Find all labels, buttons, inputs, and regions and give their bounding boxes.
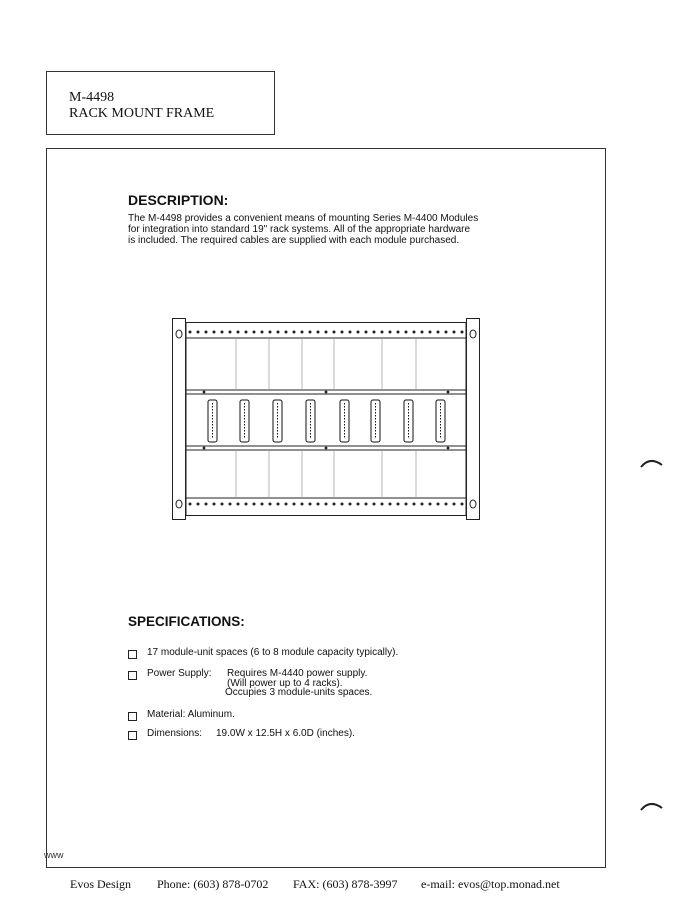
description-line: is included. The required cables are supplied with each module purchased.	[128, 235, 460, 246]
spec-power-line: Occupies 3 module-units spaces.	[225, 687, 373, 698]
mounting-hole-icon	[470, 330, 476, 338]
spec-dimensions-label: Dimensions:	[147, 728, 203, 739]
db-connector-icon	[306, 400, 315, 442]
db-connector-icon	[436, 400, 445, 442]
db-connector-icon	[371, 400, 380, 442]
module-dividers-lower	[236, 450, 416, 498]
binder-hole-icon	[640, 798, 664, 812]
spec-material: Material: Aluminum.	[147, 709, 235, 720]
mounting-hole-icon	[176, 500, 182, 508]
margin-mark: www	[44, 850, 64, 860]
spec-dimensions-value: 19.0W x 12.5H x 6.0D (inches).	[216, 728, 355, 739]
bullet-box-icon	[128, 712, 137, 721]
db-connector-icon	[208, 400, 217, 442]
specifications-heading: SPECIFICATIONS:	[128, 614, 245, 629]
footer-company: Evos Design	[70, 877, 131, 891]
db-connector-icon	[240, 400, 249, 442]
rack-frame-illustration	[172, 318, 480, 520]
mounting-hole-icon	[470, 500, 476, 508]
db-connector-icon	[340, 400, 349, 442]
title-box	[46, 71, 275, 135]
bullet-box-icon	[128, 731, 137, 740]
footer-email: e-mail: evos@top.monad.net	[421, 877, 560, 891]
bottom-rivet-row	[189, 503, 464, 506]
spec-capacity: 17 module-unit spaces (6 to 8 module capacity typically).	[147, 647, 399, 658]
module-dividers-upper	[236, 338, 416, 390]
footer-phone: Phone: (603) 878-0702	[157, 877, 269, 891]
description-line: for integration into standard 19" rack systems. All of the appropriate hardware	[128, 224, 471, 235]
binder-hole-icon	[640, 455, 664, 469]
frame-body	[186, 323, 466, 516]
model-number: M-4498	[69, 90, 115, 105]
top-rivet-row	[189, 331, 464, 334]
spec-power-line: Requires M-4440 power supply.	[227, 668, 368, 679]
db-connector-icon	[273, 400, 282, 442]
product-name: RACK MOUNT FRAME	[69, 106, 215, 121]
bullet-box-icon	[128, 671, 137, 680]
spec-power-label: Power Supply:	[147, 668, 212, 679]
description-line: The M-4498 provides a convenient means of mounting Series M-4400 Modules	[128, 213, 479, 224]
db-connector-icon	[404, 400, 413, 442]
connector-panel	[186, 390, 466, 450]
db-connectors	[208, 400, 445, 442]
right-rack-ear	[467, 319, 480, 520]
bullet-box-icon	[128, 650, 137, 659]
mounting-hole-icon	[176, 330, 182, 338]
footer-fax: FAX: (603) 878-3997	[293, 877, 398, 891]
left-rack-ear	[173, 319, 186, 520]
description-heading: DESCRIPTION:	[128, 192, 229, 208]
spec-power-line: (Will power up to 4 racks).	[227, 678, 343, 689]
